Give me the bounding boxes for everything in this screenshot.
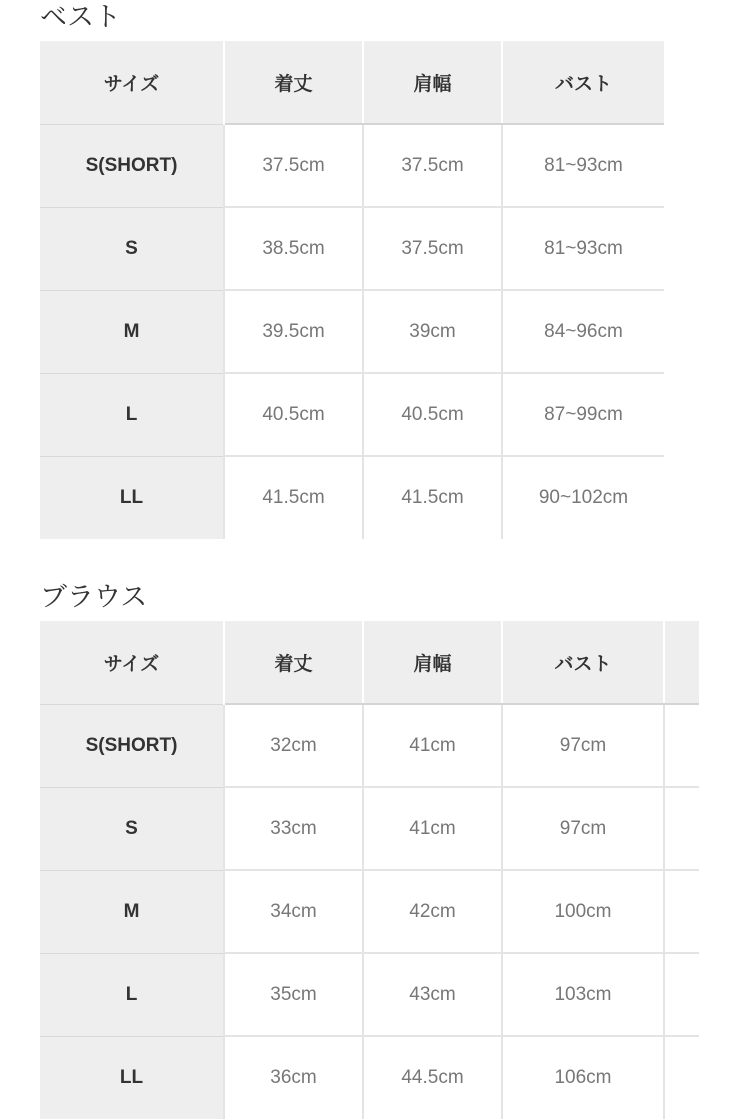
length-cell: 32cm (224, 704, 363, 787)
table-row (40, 124, 664, 207)
bust-cell: 81~93cm (502, 207, 664, 290)
overflow-cell (664, 953, 699, 1036)
size-cell: S(SHORT) (40, 704, 224, 787)
bust-cell: 100cm (502, 870, 664, 953)
shoulder-cell: 41.5cm (363, 456, 502, 539)
shoulder-cell: 40.5cm (363, 373, 502, 456)
vest-size-table (40, 41, 664, 539)
length-cell: 39.5cm (224, 290, 363, 373)
overflow-cell (664, 704, 699, 787)
size-cell: LL (40, 456, 224, 539)
table-row (40, 870, 699, 953)
table-row (40, 1036, 699, 1119)
table-header-row (40, 621, 699, 704)
shoulder-cell: 43cm (363, 953, 502, 1036)
length-cell: 37.5cm (224, 124, 363, 207)
header-bust: バスト (502, 41, 664, 124)
length-cell: 38.5cm (224, 207, 363, 290)
bust-cell: 97cm (502, 787, 664, 870)
size-cell: LL (40, 1036, 224, 1119)
bust-cell: 90~102cm (502, 456, 664, 539)
size-cell: L (40, 953, 224, 1036)
header-length: 着丈 (224, 621, 363, 704)
header-size: サイズ (40, 41, 224, 124)
size-cell: M (40, 870, 224, 953)
length-cell: 36cm (224, 1036, 363, 1119)
overflow-cell (664, 870, 699, 953)
header-bust: バスト (502, 621, 664, 704)
length-cell: 41.5cm (224, 456, 363, 539)
length-cell: 34cm (224, 870, 363, 953)
header-size: サイズ (40, 621, 224, 704)
bust-cell: 97cm (502, 704, 664, 787)
overflow-cell (664, 787, 699, 870)
overflow-cell (664, 1036, 699, 1119)
bust-cell: 103cm (502, 953, 664, 1036)
size-cell: L (40, 373, 224, 456)
shoulder-cell: 41cm (363, 704, 502, 787)
bust-cell: 106cm (502, 1036, 664, 1119)
vest-section-title: ベスト (40, 2, 121, 33)
table-row (40, 953, 699, 1036)
length-cell: 35cm (224, 953, 363, 1036)
bust-cell: 87~99cm (502, 373, 664, 456)
header-shoulder: 肩幅 (363, 621, 502, 704)
shoulder-cell: 44.5cm (363, 1036, 502, 1119)
size-cell: S (40, 207, 224, 290)
bust-cell: 81~93cm (502, 124, 664, 207)
size-cell: M (40, 290, 224, 373)
length-cell: 40.5cm (224, 373, 363, 456)
table-row (40, 787, 699, 870)
table-row (40, 456, 664, 539)
table-row (40, 207, 664, 290)
size-cell: S(SHORT) (40, 124, 224, 207)
table-row (40, 704, 699, 787)
table-header-row (40, 41, 664, 124)
table-row (40, 373, 664, 456)
shoulder-cell: 39cm (363, 290, 502, 373)
header-shoulder: 肩幅 (363, 41, 502, 124)
shoulder-cell: 41cm (363, 787, 502, 870)
bust-cell: 84~96cm (502, 290, 664, 373)
shoulder-cell: 37.5cm (363, 207, 502, 290)
header-length: 着丈 (224, 41, 363, 124)
blouse-size-table (40, 621, 699, 1119)
size-cell: S (40, 787, 224, 870)
shoulder-cell: 42cm (363, 870, 502, 953)
blouse-section-title: ブラウス (40, 582, 148, 613)
length-cell: 33cm (224, 787, 363, 870)
shoulder-cell: 37.5cm (363, 124, 502, 207)
header-overflow-cell (664, 621, 699, 704)
table-row (40, 290, 664, 373)
